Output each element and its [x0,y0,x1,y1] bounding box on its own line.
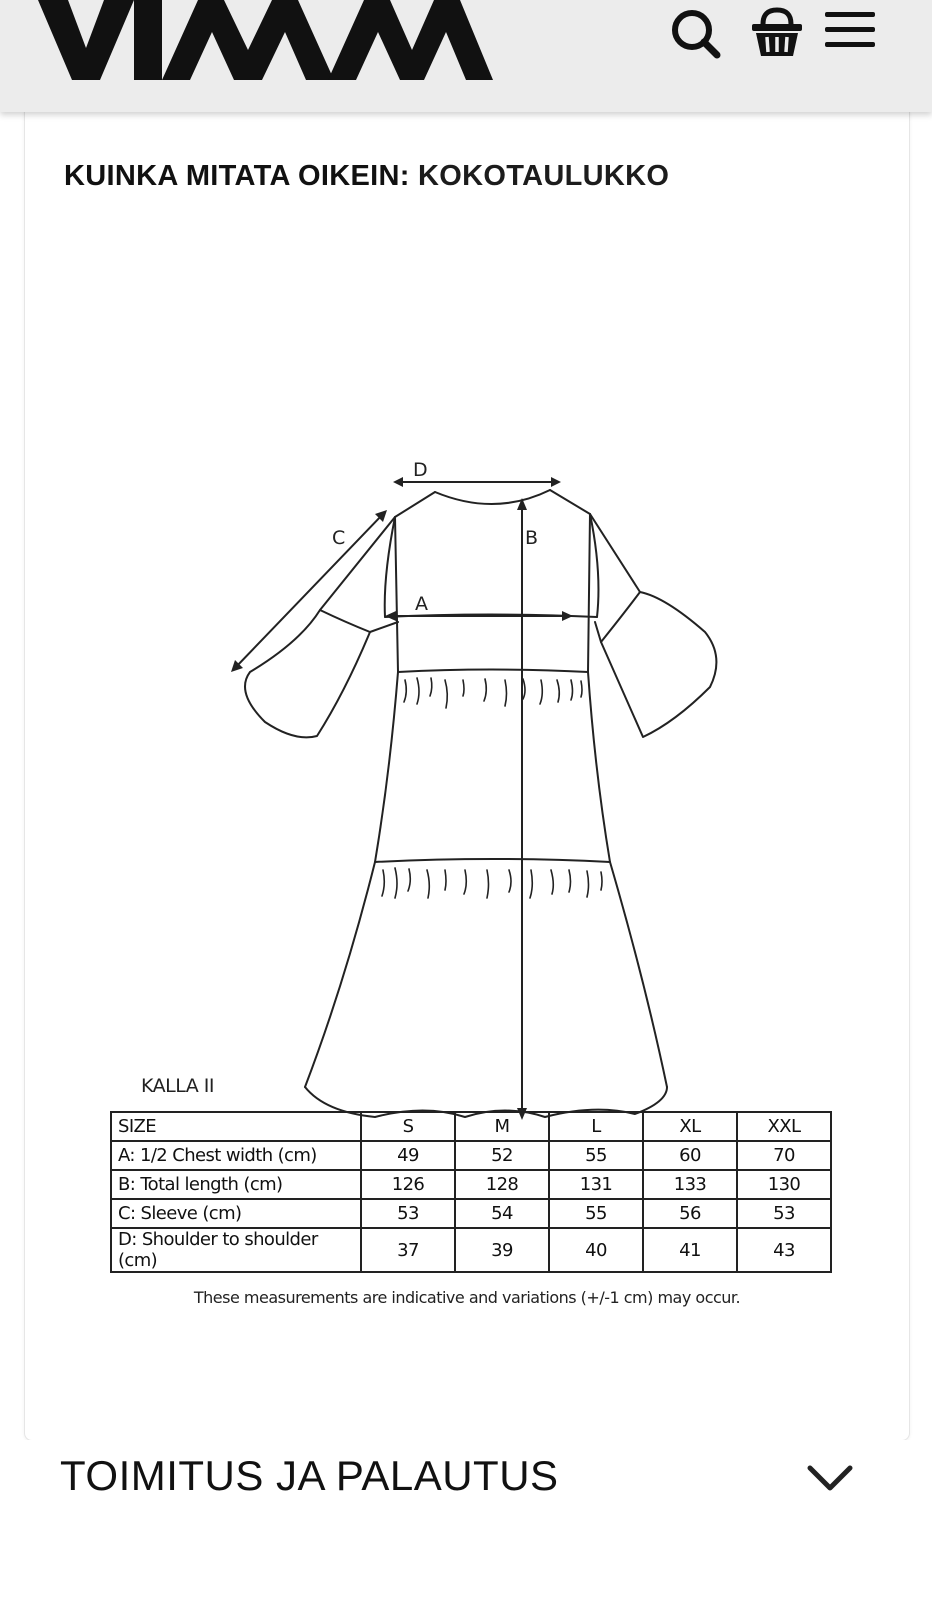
cell: 130 [737,1170,831,1199]
header-l: L [549,1112,643,1141]
row-label: A: 1/2 Chest width (cm) [111,1141,361,1170]
cell: 39 [455,1228,549,1272]
header-size: SIZE [111,1112,361,1141]
cell: 55 [549,1141,643,1170]
cell: 55 [549,1199,643,1228]
table-row [111,1228,831,1272]
cell: 53 [737,1199,831,1228]
cell: 128 [455,1170,549,1199]
header-xl: XL [643,1112,737,1141]
table-row [111,1170,831,1199]
table-row [111,1199,831,1228]
table-row [111,1141,831,1170]
row-label: C: Sleeve (cm) [111,1199,361,1228]
label-c: C [332,527,346,549]
basket-icon[interactable] [749,4,805,60]
size-guide-title [64,160,669,193]
size-table-header [111,1112,831,1141]
measurement-note: These measurements are indicative and variations (+/-1 cm) may occur. [193,1288,741,1307]
header-xxl: XXL [737,1112,831,1141]
product-name: KALLA II [141,1075,214,1097]
cell: 54 [455,1199,549,1228]
size-guide-card [24,110,910,1441]
cell: 43 [737,1228,831,1272]
row-label: B: Total length (cm) [111,1170,361,1199]
row-label: D: Shoulder to shoulder (cm) [111,1228,361,1272]
size-table [110,1111,832,1273]
label-a: A [415,593,428,615]
menu-icon[interactable] [822,4,878,60]
site-header [0,0,932,112]
cell: 131 [549,1170,643,1199]
label-d: D [413,459,428,481]
cell: 53 [361,1199,455,1228]
cell: 52 [455,1141,549,1170]
cell: 41 [643,1228,737,1272]
cell: 37 [361,1228,455,1272]
cell: 60 [643,1141,737,1170]
header-s: S [361,1112,455,1141]
shipping-returns-accordion[interactable] [0,1440,932,1600]
cell: 56 [643,1199,737,1228]
size-guide-title-suffix: KOKOTAULUKKO [418,160,670,192]
vimma-logo[interactable] [38,0,493,82]
header-m: M [455,1112,549,1141]
search-icon[interactable] [668,4,724,60]
dress-measurement-diagram [205,342,745,1142]
cell: 49 [361,1141,455,1170]
label-b: B [525,527,539,549]
cell: 133 [643,1170,737,1199]
chevron-down-icon[interactable] [806,1462,854,1494]
cell: 70 [737,1141,831,1170]
cell: 40 [549,1228,643,1272]
cell: 126 [361,1170,455,1199]
size-guide-title-prefix: KUINKA MITATA OIKEIN: [64,160,410,192]
accordion-title[interactable]: TOIMITUS JA PALAUTUS [60,1452,559,1499]
